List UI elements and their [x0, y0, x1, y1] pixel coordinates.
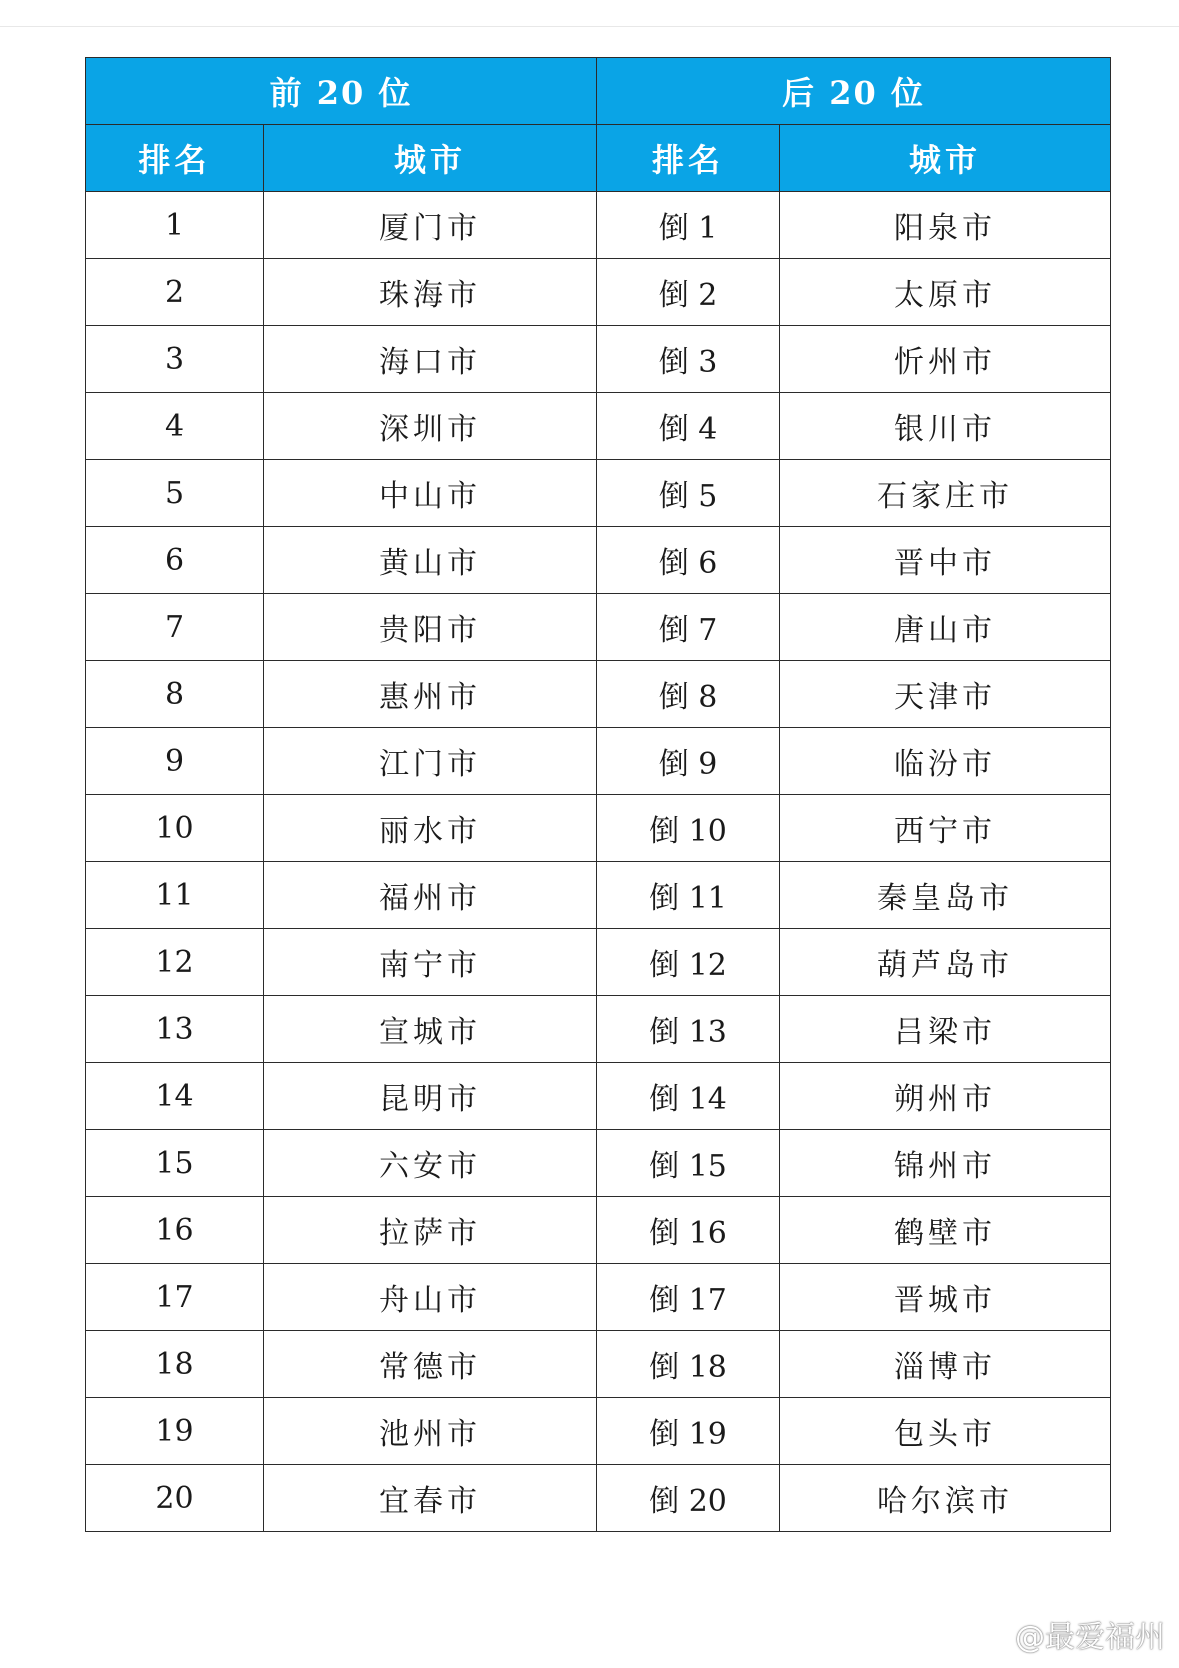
reverse-city-cell: 银川市: [780, 393, 1111, 460]
reverse-rank-cell: 倒 20: [597, 1465, 780, 1532]
table-row: [86, 996, 1111, 1063]
reverse-rank-cell: 倒 3: [597, 326, 780, 393]
reverse-city-cell: 石家庄市: [780, 460, 1111, 527]
rank-cell: 5: [86, 460, 264, 527]
city-cell: 宣城市: [264, 996, 597, 1063]
table-row: [86, 393, 1111, 460]
reverse-city-cell: 秦皇岛市: [780, 862, 1111, 929]
top-20-header: 前 20 位: [86, 58, 597, 125]
reverse-city-cell: 淄博市: [780, 1331, 1111, 1398]
city-cell: 深圳市: [264, 393, 597, 460]
table-row: [86, 460, 1111, 527]
rank-cell: 13: [86, 996, 264, 1063]
table-row: [86, 527, 1111, 594]
reverse-rank-cell: 倒 9: [597, 728, 780, 795]
rank-column-header: 排名: [86, 125, 264, 192]
rank-cell: 14: [86, 1063, 264, 1130]
table-row: [86, 1264, 1111, 1331]
city-cell: 池州市: [264, 1398, 597, 1465]
table-row: [86, 1063, 1111, 1130]
reverse-rank-cell: 倒 8: [597, 661, 780, 728]
city-cell: 昆明市: [264, 1063, 597, 1130]
watermark: [973, 1612, 1165, 1656]
table-row: [86, 259, 1111, 326]
rank-cell: 17: [86, 1264, 264, 1331]
reverse-rank-cell: 倒 10: [597, 795, 780, 862]
reverse-rank-cell: 倒 12: [597, 929, 780, 996]
rank-cell: 2: [86, 259, 264, 326]
city-cell: 珠海市: [264, 259, 597, 326]
reverse-rank-cell: 倒 4: [597, 393, 780, 460]
reverse-city-column-header: 城市: [780, 125, 1111, 192]
reverse-rank-cell: 倒 5: [597, 460, 780, 527]
table-row: [86, 1130, 1111, 1197]
reverse-rank-cell: 倒 19: [597, 1398, 780, 1465]
reverse-city-cell: 锦州市: [780, 1130, 1111, 1197]
reverse-city-cell: 忻州市: [780, 326, 1111, 393]
reverse-city-cell: 鹤壁市: [780, 1197, 1111, 1264]
city-column-header: 城市: [264, 125, 597, 192]
rank-cell: 16: [86, 1197, 264, 1264]
table-row: [86, 728, 1111, 795]
reverse-city-cell: 太原市: [780, 259, 1111, 326]
reverse-city-cell: 晋城市: [780, 1264, 1111, 1331]
rank-cell: 8: [86, 661, 264, 728]
reverse-city-cell: 包头市: [780, 1398, 1111, 1465]
table-row: [86, 326, 1111, 393]
city-cell: 常德市: [264, 1331, 597, 1398]
table-row: [86, 795, 1111, 862]
reverse-rank-column-header: 排名: [597, 125, 780, 192]
rank-cell: 4: [86, 393, 264, 460]
rank-cell: 1: [86, 192, 264, 259]
reverse-rank-cell: 倒 2: [597, 259, 780, 326]
city-cell: 江门市: [264, 728, 597, 795]
city-cell: 南宁市: [264, 929, 597, 996]
rank-cell: 19: [86, 1398, 264, 1465]
reverse-city-cell: 葫芦岛市: [780, 929, 1111, 996]
city-cell: 惠州市: [264, 661, 597, 728]
reverse-rank-cell: 倒 14: [597, 1063, 780, 1130]
reverse-city-cell: 阳泉市: [780, 192, 1111, 259]
table-row: [86, 862, 1111, 929]
city-cell: 贵阳市: [264, 594, 597, 661]
table-body: [86, 192, 1111, 1532]
reverse-rank-cell: 倒 18: [597, 1331, 780, 1398]
city-cell: 丽水市: [264, 795, 597, 862]
city-cell: 舟山市: [264, 1264, 597, 1331]
rank-cell: 12: [86, 929, 264, 996]
reverse-city-cell: 临汾市: [780, 728, 1111, 795]
rank-cell: 7: [86, 594, 264, 661]
city-cell: 六安市: [264, 1130, 597, 1197]
table-row: [86, 192, 1111, 259]
city-ranking-table: [85, 57, 1111, 1532]
rank-cell: 3: [86, 326, 264, 393]
rank-cell: 11: [86, 862, 264, 929]
reverse-city-cell: 唐山市: [780, 594, 1111, 661]
rank-cell: 6: [86, 527, 264, 594]
table-row: [86, 1398, 1111, 1465]
rank-cell: 18: [86, 1331, 264, 1398]
city-cell: 中山市: [264, 460, 597, 527]
top-divider: [0, 26, 1179, 27]
table-row: [86, 594, 1111, 661]
reverse-rank-cell: 倒 16: [597, 1197, 780, 1264]
bottom-20-header: 后 20 位: [597, 58, 1111, 125]
reverse-rank-cell: 倒 13: [597, 996, 780, 1063]
city-cell: 海口市: [264, 326, 597, 393]
rank-cell: 20: [86, 1465, 264, 1532]
reverse-city-cell: 哈尔滨市: [780, 1465, 1111, 1532]
table-row: [86, 929, 1111, 996]
reverse-rank-cell: 倒 7: [597, 594, 780, 661]
reverse-rank-cell: 倒 1: [597, 192, 780, 259]
rank-cell: 15: [86, 1130, 264, 1197]
reverse-city-cell: 晋中市: [780, 527, 1111, 594]
reverse-rank-cell: 倒 15: [597, 1130, 780, 1197]
weibo-icon: [973, 1620, 1009, 1648]
reverse-city-cell: 西宁市: [780, 795, 1111, 862]
city-cell: 黄山市: [264, 527, 597, 594]
city-cell: 福州市: [264, 862, 597, 929]
reverse-city-cell: 天津市: [780, 661, 1111, 728]
reverse-rank-cell: 倒 6: [597, 527, 780, 594]
table-row: [86, 1331, 1111, 1398]
reverse-city-cell: 吕梁市: [780, 996, 1111, 1063]
reverse-rank-cell: 倒 11: [597, 862, 780, 929]
column-header-row: [86, 125, 1111, 192]
city-cell: 厦门市: [264, 192, 597, 259]
city-cell: 拉萨市: [264, 1197, 597, 1264]
city-cell: 宜春市: [264, 1465, 597, 1532]
watermark-text: @最爱福州: [1015, 1620, 1165, 1655]
group-header-row: [86, 58, 1111, 125]
table-row: [86, 1465, 1111, 1532]
reverse-rank-cell: 倒 17: [597, 1264, 780, 1331]
reverse-city-cell: 朔州市: [780, 1063, 1111, 1130]
table-row: [86, 661, 1111, 728]
table-row: [86, 1197, 1111, 1264]
rank-cell: 10: [86, 795, 264, 862]
rank-cell: 9: [86, 728, 264, 795]
